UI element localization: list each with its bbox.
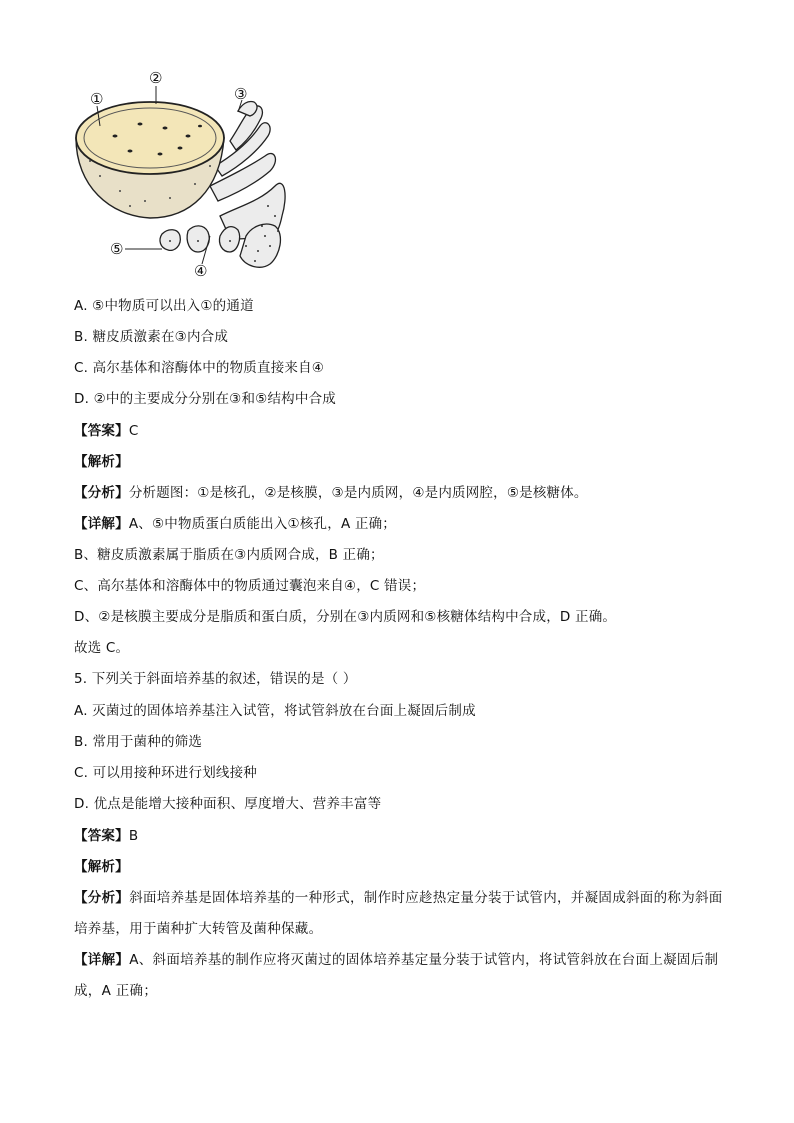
q5-answer: 【答案】B bbox=[74, 828, 139, 844]
q4-analysis-heading: 【解析】 bbox=[74, 454, 129, 470]
q4-option-d: D. ②中的主要成分分别在③和⑤结构中合成 bbox=[74, 391, 336, 407]
q5-stem: 5. 下列关于斜面培养基的叙述，错误的是（ ） bbox=[74, 671, 357, 687]
q4-option-a: A. ⑤中物质可以出入①的通道 bbox=[74, 298, 254, 314]
answer-value: C bbox=[128, 423, 139, 439]
q4-conclusion: 故选 C。 bbox=[74, 640, 130, 656]
q5-option-b: B. 常用于菌种的筛选 bbox=[74, 734, 203, 750]
q5-option-c: C. 可以用接种环进行划线接种 bbox=[74, 765, 258, 781]
q4-option-b: B. 糖皮质激素在③内合成 bbox=[74, 329, 229, 345]
q4-detail-c: C、高尔基体和溶酶体中的物质通过囊泡来自④，C 错误； bbox=[74, 578, 426, 594]
label-3: ③ bbox=[234, 85, 248, 103]
q4-detail-b: B、糖皮质激素属于脂质在③内质网合成，B 正确； bbox=[74, 547, 384, 563]
q4-fenxi: 【分析】分析题图：①是核孔，②是核膜，③是内质网，④是内质网腔，⑤是核糖体。 bbox=[74, 485, 588, 501]
q5-detail-a: 【详解】A、斜面培养基的制作应将灭菌过的固体培养基定量分装于试管内，将试管斜放在台面上凝固后制成，A 正确； bbox=[74, 952, 719, 999]
label-2: ② bbox=[149, 69, 163, 87]
q5-option-a: A. 灭菌过的固体培养基注入试管，将试管斜放在台面上凝固后制成 bbox=[74, 703, 476, 719]
answer-tag: 【答案】 bbox=[74, 423, 129, 439]
cell-structure-figure bbox=[70, 66, 300, 286]
label-1: ① bbox=[90, 90, 104, 108]
q5-option-d: D. 优点是能增大接种面积、厚度增大、营养丰富等 bbox=[74, 796, 382, 812]
q5-fenxi: 【分析】斜面培养基是固体培养基的一种形式，制作时应趁热定量分装于试管内，并凝固成斜面的称为斜面培养基，用于菌种扩大转管及菌种保藏。 bbox=[74, 890, 723, 937]
q4-detail-a: 【详解】A、⑤中物质蛋白质能出入①核孔，A 正确； bbox=[74, 516, 396, 532]
q4-detail-d: D、②是核膜主要成分是脂质和蛋白质，分别在③内质网和⑤核糖体结构中合成，D 正确。 bbox=[74, 609, 617, 625]
nucleus-drawing bbox=[76, 102, 224, 218]
label-4: ④ bbox=[194, 262, 208, 280]
label-5: ⑤ bbox=[110, 240, 124, 258]
q5-analysis-heading: 【解析】 bbox=[74, 859, 129, 875]
q4-option-c: C. 高尔基体和溶酶体中的物质直接来自④ bbox=[74, 360, 325, 376]
q4-answer bbox=[74, 421, 138, 441]
